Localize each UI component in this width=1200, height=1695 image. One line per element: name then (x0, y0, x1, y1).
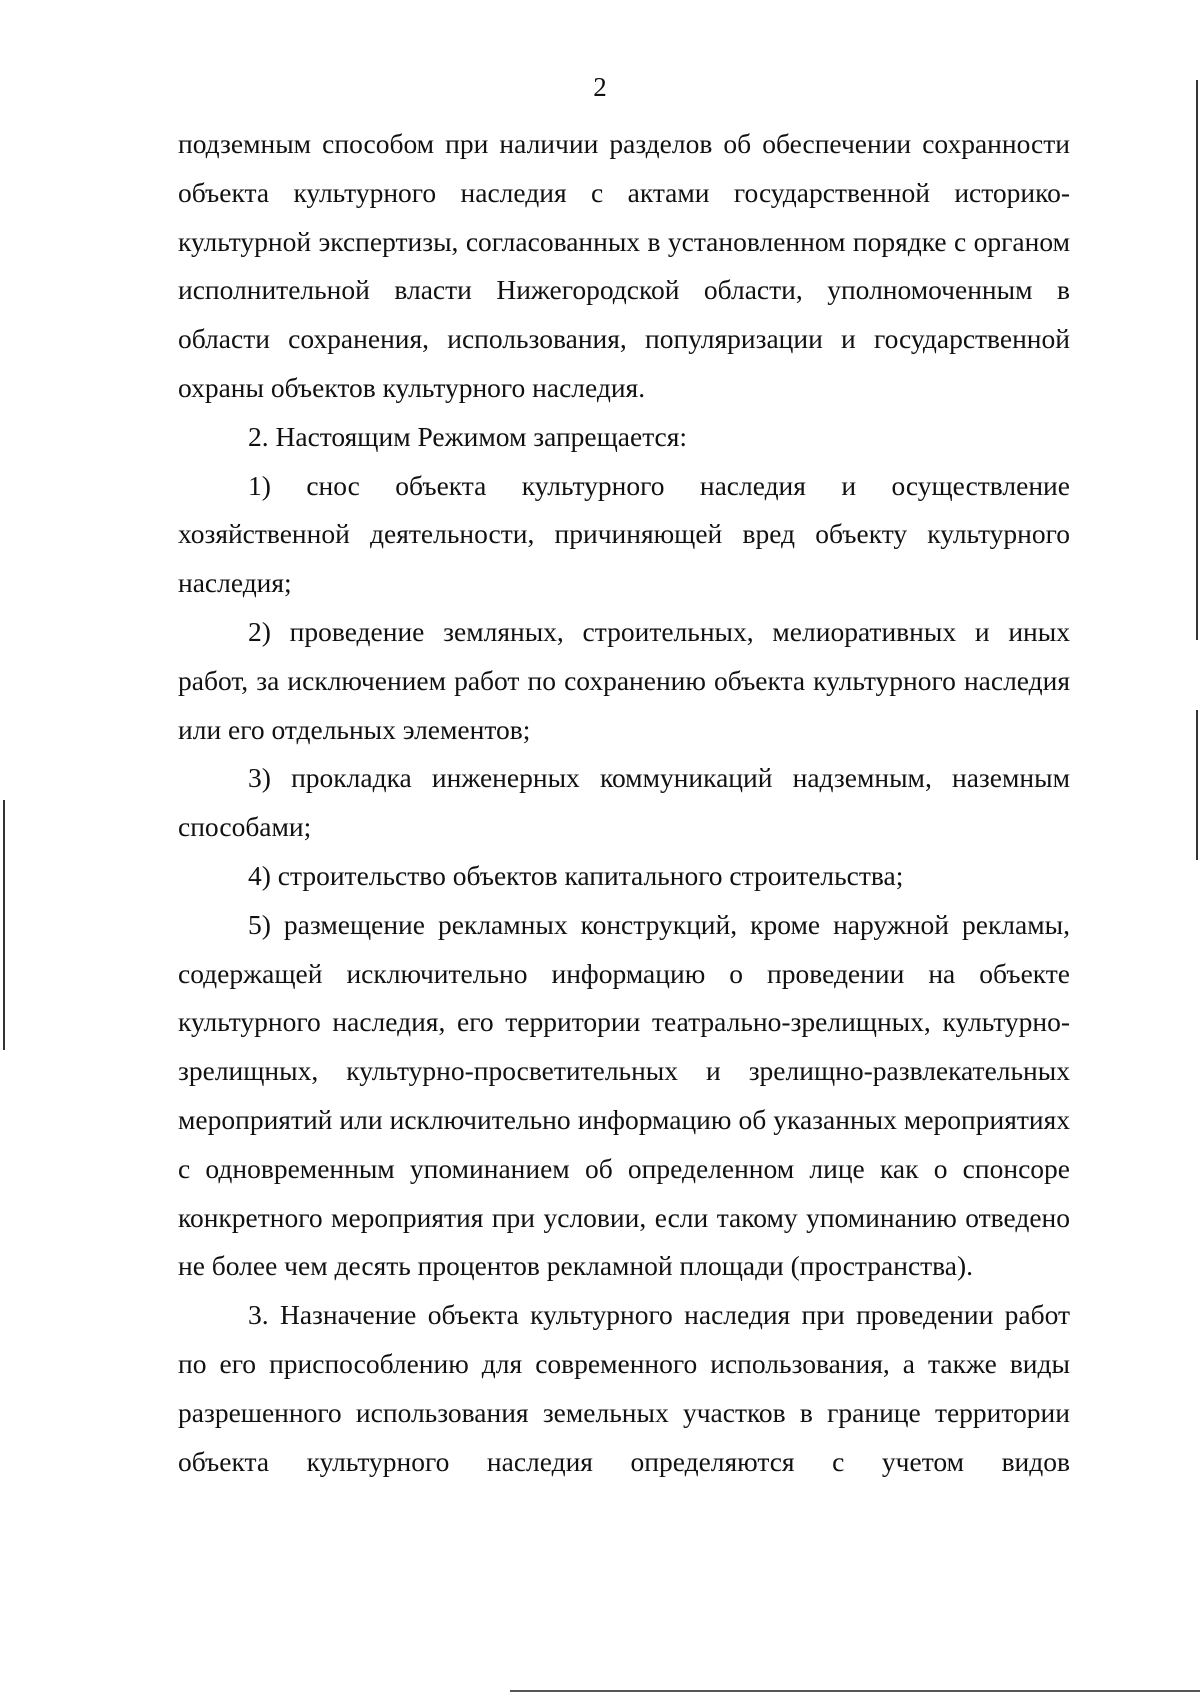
paragraph-subitem-3: 3) прокладка инженерных коммуникаций надземным, наземным способами; (178, 762, 1070, 843)
document-body (178, 120, 1070, 1486)
paragraph-subitem-2: 2) проведение земляных, строительных, мелиоративных и иных работ, за исключением работ по сохранению объекта культурного наследия или его отдельных элементов; (178, 615, 1070, 745)
scan-edge-mark-bottom (510, 1690, 1200, 1692)
scan-edge-mark-left (3, 800, 5, 1050)
scan-edge-mark-right-middle (1196, 710, 1198, 860)
paragraph-subitem-1: 1) снос объекта культурного наследия и осуществление хозяйственной деятельности, причиняющей вред объекту культурного наследия; (178, 469, 1070, 599)
scan-edge-mark-right-top (1196, 80, 1198, 640)
page-number: 2 (593, 72, 607, 102)
paragraph-subitem-4: 4) строительство объектов капитального строительства; (248, 859, 904, 891)
paragraph-continuation: подземным способом при наличии разделов об обеспечении сохранности объекта культурного наследия с актами государственной историко-культурной экспертизы, согласованных в установленном порядке с органом исполнительной власти Нижегородской области, уполномоченным в области сохранения, использования, популяризации и государственной охраны объектов культурного наследия. (178, 128, 1070, 403)
paragraph-item-2: 2. Настоящим Режимом запрещается: (248, 420, 688, 452)
paragraph-subitem-5: 5) размещение рекламных конструкций, кроме наружной рекламы, содержащей исключительно информацию о проведении на объекте культурного наследия, его территории театрально-зрелищных, культурно-зрелищных, культурно-просветительных и зрелищно-развлекательных мероприятий или исключительно информацию об указанных мероприятиях с одновременным упоминанием об определенном лице как о спонсоре конкретного мероприятия при условии, если такому упоминанию отведено не более чем десять процентов рекламной площади (пространства). (178, 908, 1070, 1282)
paragraph-item-3: 3. Назначение объекта культурного наследия при проведении работ по его приспособлению для современного использования, а также виды разрешенного использования земельных участков в границе территории объекта культурного наследия определяются с учетом видов (178, 1299, 1070, 1477)
